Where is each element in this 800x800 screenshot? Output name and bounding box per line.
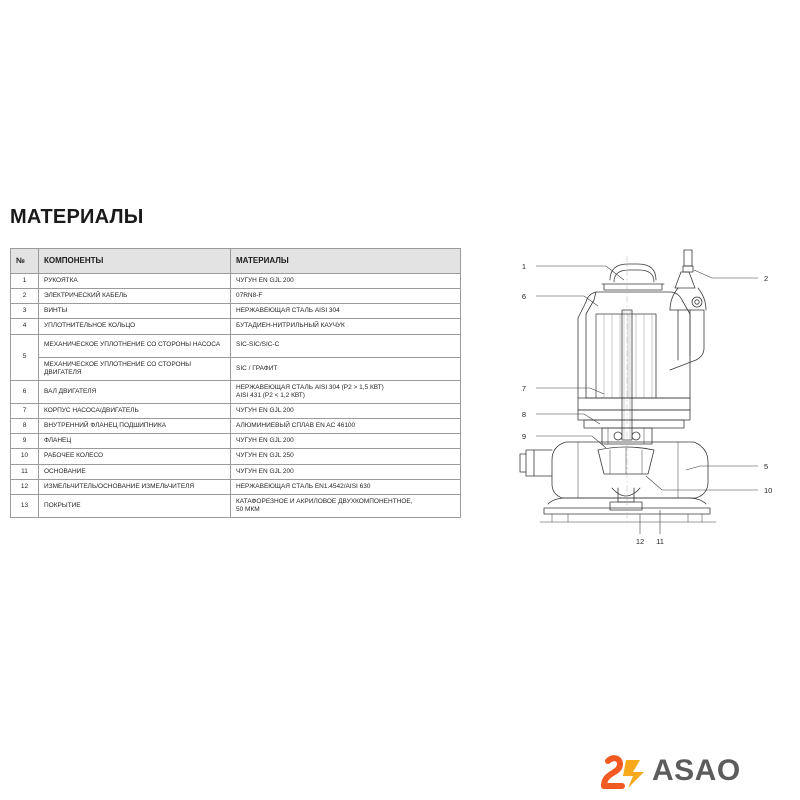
cell-number: 13: [11, 494, 39, 517]
logo-text: ASAO: [652, 754, 741, 787]
cell-number: 3: [11, 304, 39, 319]
callout-11: 11: [656, 537, 664, 546]
page-title: МАТЕРИАЛЫ: [10, 206, 144, 228]
cell-component: МЕХАНИЧЕСКОЕ УПЛОТНЕНИЕ СО СТОРОНЫ ДВИГАТЕЛЯ: [39, 357, 231, 380]
table-row: [11, 357, 461, 380]
cell-material-line1: НЕРЖАВЕЮЩАЯ СТАЛЬ AISI 304 (P2 > 1,5 КВТ): [236, 383, 384, 391]
callout-12: 12: [635, 537, 645, 546]
cell-component: РУКОЯТКА: [39, 274, 231, 289]
callout-6: 6: [521, 292, 526, 301]
cell-material: ЧУГУН EN GJL 250: [231, 449, 461, 464]
table-row: [11, 494, 461, 517]
cell-component: ОСНОВАНИЕ: [39, 464, 231, 479]
cell-number: 8: [11, 419, 39, 434]
cell-material: ЧУГУН EN GJL 200: [231, 274, 461, 289]
callout-5: 5: [764, 462, 769, 471]
callout-numbers: [522, 262, 773, 546]
cell-number: 1: [11, 274, 39, 289]
pump-drawing-svg: [492, 236, 792, 556]
cell-component: ПОКРЫТИЕ: [39, 494, 231, 517]
column-header-components: КОМПОНЕНТЫ: [39, 249, 231, 274]
brand-logo: [600, 752, 790, 792]
cell-component: ВНУТРЕННИЙ ФЛАНЕЦ ПОДШИПНИКА: [39, 419, 231, 434]
column-header-materials: МАТЕРИАЛЫ: [231, 249, 461, 274]
cell-number: 5: [11, 334, 39, 380]
cell-material: SIC / ГРАФИТ: [231, 357, 461, 380]
cell-number: 9: [11, 434, 39, 449]
cell-component: МЕХАНИЧЕСКОЕ УПЛОТНЕНИЕ СО СТОРОНЫ НАСОСА: [39, 334, 231, 357]
table-row: [11, 304, 461, 319]
cell-number: 11: [11, 464, 39, 479]
cell-number: 10: [11, 449, 39, 464]
cell-component: ВАЛ ДВИГАТЕЛЯ: [39, 380, 231, 403]
cell-component: ЭЛЕКТРИЧЕСКИЙ КАБЕЛЬ: [39, 289, 231, 304]
cell-component: ВИНТЫ: [39, 304, 231, 319]
callout-7: 7: [521, 384, 526, 393]
table-row: [11, 380, 461, 403]
cell-material: SIC-SIC/SIC-C: [231, 334, 461, 357]
cell-material: [231, 494, 461, 517]
table-header-row: [11, 249, 461, 274]
table-row: [11, 289, 461, 304]
table-row: [11, 319, 461, 334]
callout-2: 2: [764, 274, 769, 283]
cell-component: УПЛОТНИТЕЛЬНОЕ КОЛЬЦО: [39, 319, 231, 334]
cell-material: ЧУГУН EN GJL 200: [231, 464, 461, 479]
cell-number: 2: [11, 289, 39, 304]
table-row: [11, 419, 461, 434]
callout-leaders: [536, 266, 758, 534]
cell-material: ЧУГУН EN GJL 200: [231, 434, 461, 449]
cell-number: 6: [11, 380, 39, 403]
cell-material: БУТАДИЕН-НИТРИЛЬНЫЙ КАУЧУК: [231, 319, 461, 334]
table-row: [11, 479, 461, 494]
cell-material: 07RN8-F: [231, 289, 461, 304]
table-row: [11, 334, 461, 357]
cell-component: РАБОЧЕЕ КОЛЕСО: [39, 449, 231, 464]
callout-10: 10: [764, 486, 773, 495]
cell-component: КОРПУС НАСОСА/ДВИГАТЕЛЬ: [39, 404, 231, 419]
callout-8: 8: [521, 410, 526, 419]
cell-component: ФЛАНЕЦ: [39, 434, 231, 449]
cell-material: АЛЮМИНИЕВЫЙ СПЛАВ EN AC 46100: [231, 419, 461, 434]
pump-cross-section-drawing: [492, 236, 792, 556]
cell-material: [231, 380, 461, 403]
table-row: [11, 434, 461, 449]
callout-9: 9: [521, 432, 526, 441]
cell-material-line1: КАТАФОРЕЗНОЕ И АКРИЛОВОЕ ДВУХКОМПОНЕНТНОЕ,: [236, 497, 413, 505]
table-row: [11, 274, 461, 289]
table-row: [11, 404, 461, 419]
table-row: [11, 464, 461, 479]
cell-material-line2: AISI 431 (P2 < 1,2 КВТ): [236, 391, 305, 399]
cell-number: 12: [11, 479, 39, 494]
logo-mark-icon: [600, 752, 646, 792]
cell-material: НЕРЖАВЕЮЩАЯ СТАЛЬ AISI 304: [231, 304, 461, 319]
cell-material: НЕРЖАВЕЮЩАЯ СТАЛЬ EN1.4542/AISI 630: [231, 479, 461, 494]
materials-table: [10, 248, 461, 518]
column-header-number: №: [11, 249, 39, 274]
callout-1: 1: [521, 262, 526, 271]
cell-component: ИЗМЕЛЬЧИТЕЛЬ/ОСНОВАНИЕ ИЗМЕЛЬЧИТЕЛЯ: [39, 479, 231, 494]
cell-material-line2: 50 МКМ: [236, 505, 260, 513]
table-row: [11, 449, 461, 464]
cell-material: ЧУГУН EN GJL 200: [231, 404, 461, 419]
cell-number: 7: [11, 404, 39, 419]
cell-number: 4: [11, 319, 39, 334]
